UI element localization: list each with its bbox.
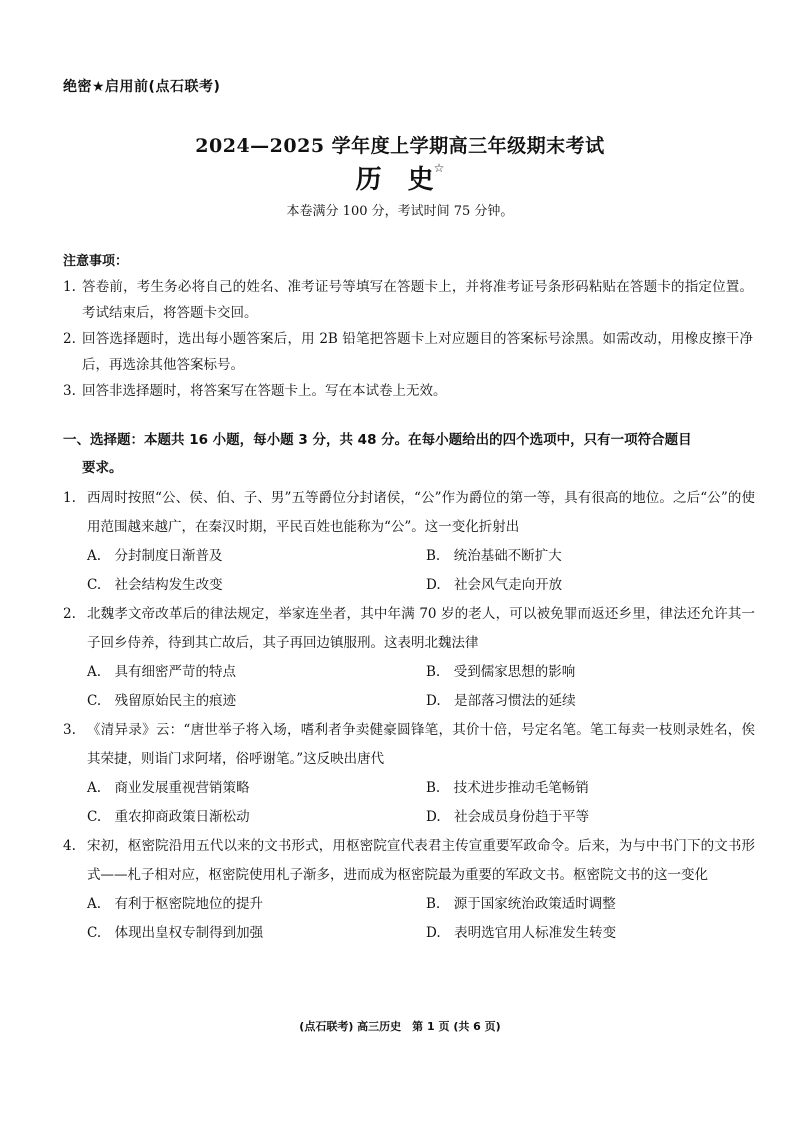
option-c: C. 体现出皇权专制得到加强 xyxy=(87,925,264,941)
notice-item xyxy=(63,378,753,404)
question-number: 2. xyxy=(63,606,76,622)
notice-item-number: 2. xyxy=(63,331,76,347)
question-text: 《清异录》云：“唐世举子将入场，嗜利者争卖健豪圆锋笔，其价十倍，号定名笔。笔工每卖一枝则录姓名，俟其荣捷，则诣门求阿堵，俗呼谢笔。”这反映出唐代 xyxy=(87,722,755,767)
notice-item xyxy=(63,274,753,326)
option-a: A. 有利于枢密院地位的提升 xyxy=(87,896,264,912)
subject-name: 历 史 xyxy=(355,165,434,195)
option-grid xyxy=(63,658,755,716)
page-footer: (点石联考) 高三历史 第 1 页 (共 6 页) xyxy=(299,1020,501,1033)
question xyxy=(63,484,755,600)
option-a: A. 具有细密严苛的特点 xyxy=(87,664,237,680)
question xyxy=(63,716,755,832)
notice-heading: 注意事项： xyxy=(63,254,129,269)
subject-title xyxy=(0,159,800,196)
exam-title: 2024—2025 学年度上学期高三年级期末考试 xyxy=(195,135,605,157)
question-text: 宋初，枢密院沿用五代以来的文书形式，用枢密院宣代表君主传宣重要军政命令。后来，为与中书门下的文书形式——札子相对应，枢密院使用札子渐多，进而成为枢密院最为重要的军政文书。枢密院文书的这一变化 xyxy=(87,838,755,883)
option-c: C. 残留原始民主的痕迹 xyxy=(87,693,237,709)
option-grid xyxy=(63,890,755,948)
option-d: D. 社会成员身份趋于平等 xyxy=(426,809,590,825)
option-grid xyxy=(63,774,755,832)
question-text: 北魏孝文帝改革后的律法规定，举家连坐者，其中年满 70 岁的老人，可以被免罪而返还乡里，律法还允许其一子回乡侍养，待到其亡故后，其子再回边镇服刑。这表明北魏法律 xyxy=(87,606,755,651)
option-b: B. 技术进步推动毛笔畅销 xyxy=(426,780,589,796)
question-stem xyxy=(63,600,755,658)
option-b: B. 统治基础不断扩大 xyxy=(426,548,562,564)
option-d: D. 是部落习惯法的延续 xyxy=(426,693,576,709)
option-c: C. 社会结构发生改变 xyxy=(87,577,223,593)
notice-item-number: 1. xyxy=(63,279,76,295)
option-b: B. 源于国家统治政策适时调整 xyxy=(426,896,616,912)
option-grid xyxy=(63,542,755,600)
question-stem xyxy=(63,832,755,890)
option-a: A. 商业发展重视营销策略 xyxy=(87,780,250,796)
section-heading xyxy=(63,426,758,482)
question xyxy=(63,600,755,716)
question-number: 3. xyxy=(63,722,76,738)
question-text: 西周时按照“公、侯、伯、子、男”五等爵位分封诸侯，“公”作为爵位的第一等，具有很高的地位。之后“公”的使用范围越来越广，在秦汉时期，平民百姓也能称为“公”。这一变化折射出 xyxy=(87,490,755,535)
notice-item-text: 答卷前，考生务必将自己的姓名、准考证号等填写在答题卡上，并将准考证号条形码粘贴在答题卡的指定位置。考试结束后，将答题卡交回。 xyxy=(82,279,753,321)
subject-mark: ☆ xyxy=(433,161,445,175)
question-stem xyxy=(63,716,755,774)
option-c: C. 重农抑商政策日渐松动 xyxy=(87,809,250,825)
question-number: 4. xyxy=(63,838,76,854)
section-heading-line: 要求。 xyxy=(82,460,123,476)
question-number: 1. xyxy=(63,490,76,506)
section-heading-line: 一、选择题：本题共 16 小题，每小题 3 分，共 48 分。在每小题给出的四个选项中，只有一项符合题目 xyxy=(63,432,692,448)
question xyxy=(63,832,755,948)
notice-item-text: 回答非选择题时，将答案写在答题卡上。写在本试卷上无效。 xyxy=(82,383,447,399)
option-a: A. 分封制度日渐普及 xyxy=(87,548,223,564)
option-b: B. 受到儒家思想的影响 xyxy=(426,664,576,680)
score-note: 本卷满分 100 分，考试时间 75 分钟。 xyxy=(286,204,514,219)
question-list xyxy=(63,484,755,948)
notice-item xyxy=(63,326,753,378)
notice-item-number: 3. xyxy=(63,383,76,399)
confidential-label: 绝密★启用前(点石联考) xyxy=(63,79,221,95)
question-stem xyxy=(63,484,755,542)
notice-item-text: 回答选择题时，选出每小题答案后，用 2B 铅笔把答题卡上对应题目的答案标号涂黑。如需改动，用橡皮擦干净后，再选涂其他答案标号。 xyxy=(82,331,753,373)
option-d: D. 社会风气走向开放 xyxy=(426,577,563,593)
notice-list xyxy=(63,274,753,404)
option-d: D. 表明选官用人标准发生转变 xyxy=(426,925,617,941)
